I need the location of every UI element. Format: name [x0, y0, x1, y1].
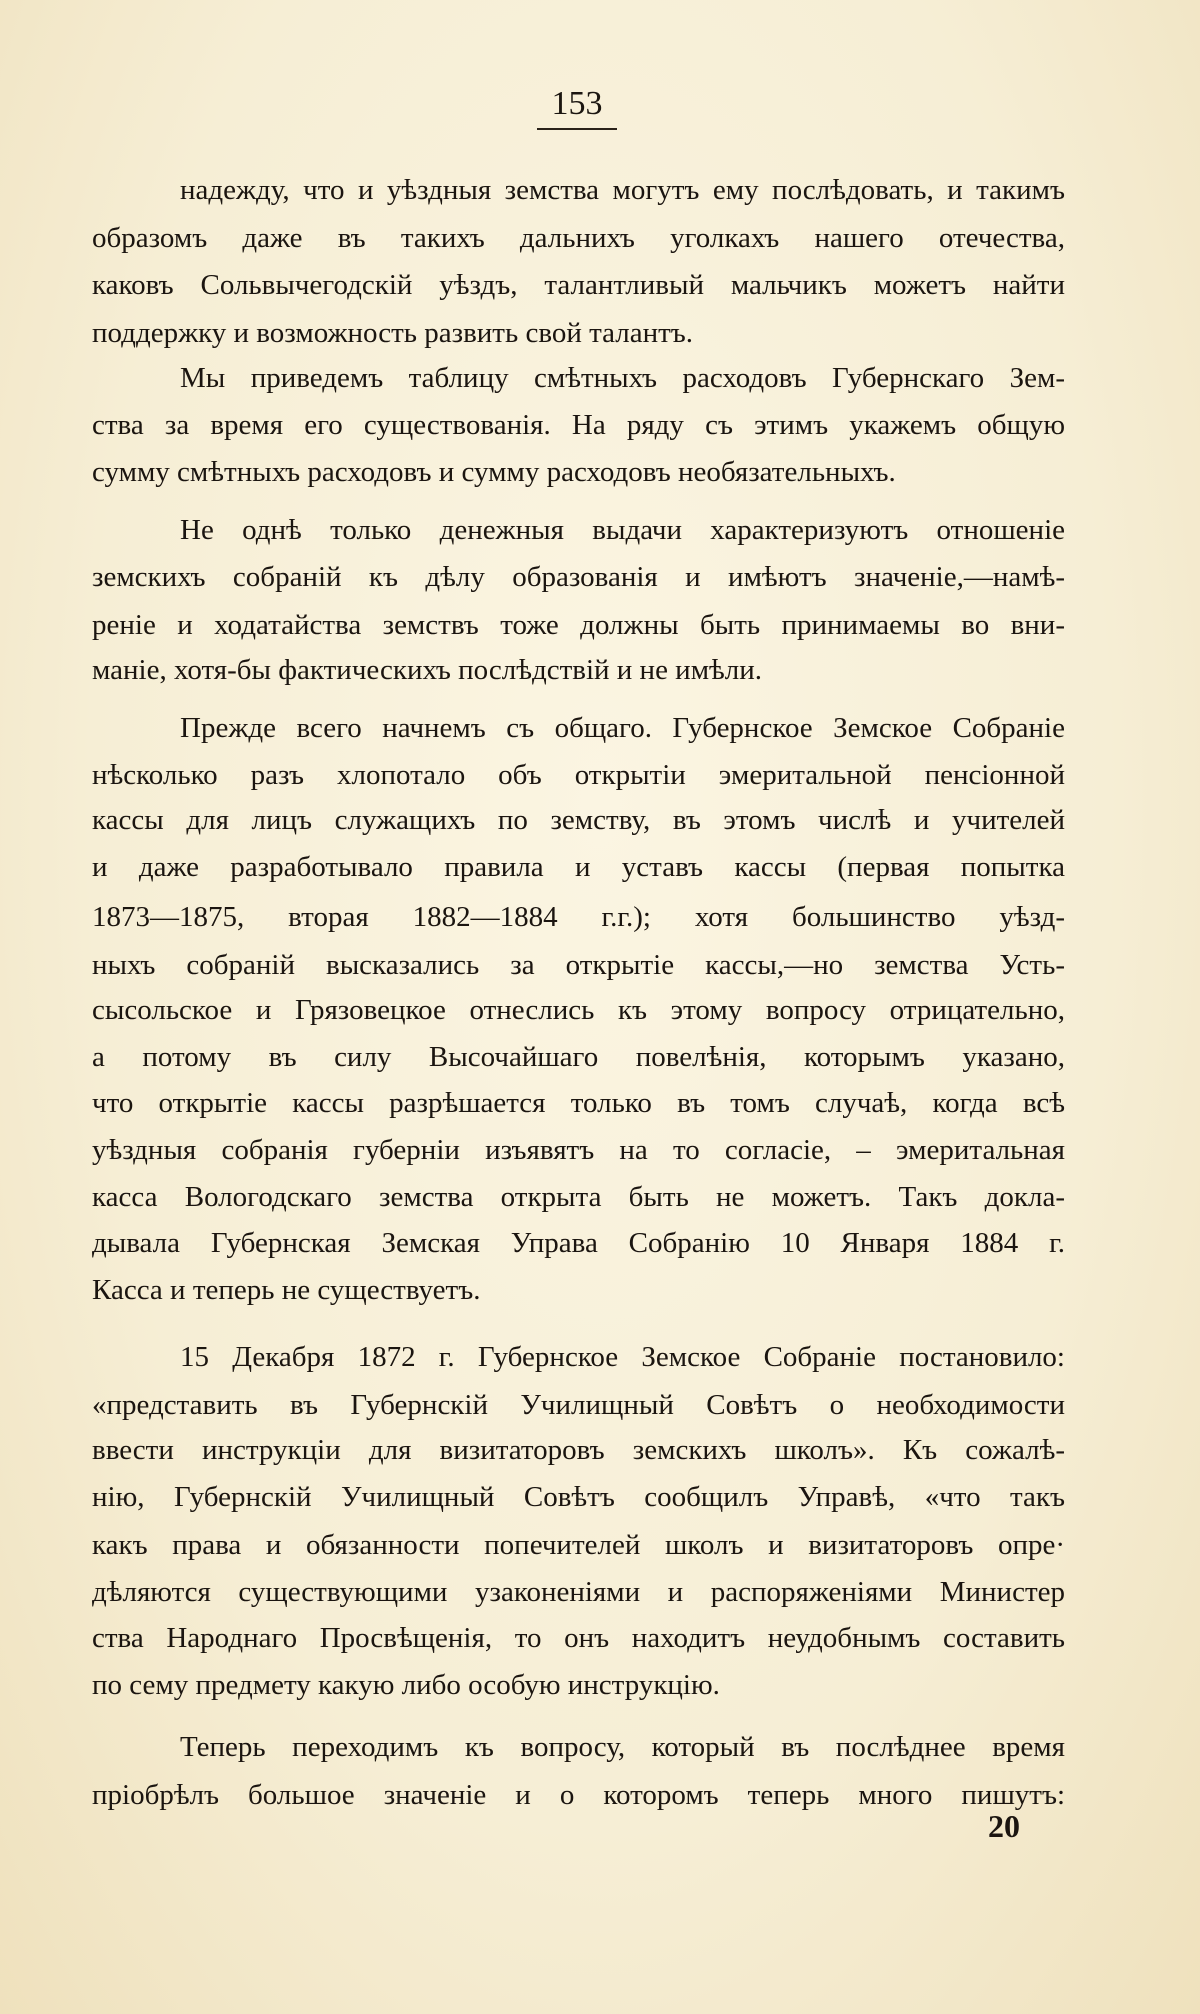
text-line: поддержку и возможность развить свой талантъ. — [92, 317, 694, 349]
text-line: ввести инструкціи для визитаторовъ земскихъ школъ». Къ сожалѣ- — [92, 1434, 1065, 1466]
text-line: кассы для лицъ служащихъ по земству, въ этомъ числѣ и учителей — [92, 804, 1065, 836]
text-line: маніе, хотя-бы фактическихъ послѣдствій и не имѣли. — [92, 654, 763, 686]
text-line: уѣздныя собранія губерніи изъявятъ на то согласіе, – эмеритальная — [92, 1134, 1065, 1166]
text-line: ства Народнаго Просвѣщенія, то онъ находитъ неудобнымъ составить — [92, 1622, 1065, 1654]
header-rule — [537, 128, 617, 130]
text-line: по сему предмету какую либо особую инструкцію. — [92, 1669, 720, 1701]
text-line: «представить въ Губернскій Училищный Совѣтъ о необходимости — [92, 1389, 1065, 1421]
text-line: сумму смѣтныхъ расходовъ и сумму расходовъ необязательныхъ. — [92, 456, 896, 488]
text-line: 15 Декабря 1872 г. Губернское Земское Собраніе постановило: — [180, 1341, 1065, 1373]
text-line: нѣсколько разъ хлопотало объ открытіи эмеритальной пенсіонной — [92, 759, 1065, 791]
text-line: образомъ даже въ такихъ дальнихъ уголкахъ нашего отечества, — [92, 222, 1065, 254]
text-line: а потому въ силу Высочайшаго повелѣнія, которымъ указано, — [92, 1041, 1065, 1073]
text-line: касса Вологодскаго земства открыта быть не можетъ. Такъ докла- — [92, 1181, 1065, 1213]
text-line: Теперь переходимъ къ вопросу, который въ послѣднее время — [180, 1731, 1065, 1763]
text-line: дѣляются существующими узаконеніями и распоряженіями Министер — [92, 1576, 1065, 1608]
text-line: каковъ Сольвычегодскій уѣздъ, талантливый мальчикъ можетъ найти — [92, 269, 1065, 301]
text-line: ныхъ собраній высказались за открытіе кассы,—но земства Усть- — [92, 949, 1065, 981]
text-line: и даже разработывало правила и уставъ кассы (первая попытка — [92, 851, 1065, 883]
text-line: нію, Губернскій Училищный Совѣтъ сообщилъ Управѣ, «что такъ — [92, 1481, 1065, 1513]
signature-mark: 20 — [988, 1808, 1020, 1844]
page-number: 153 — [551, 85, 603, 122]
text-line: ства за время его существованія. На ряду съ этимъ укажемъ общую — [92, 409, 1065, 441]
text-line: что открытіе кассы разрѣшается только въ томъ случаѣ, когда всѣ — [92, 1087, 1065, 1119]
text-line: Мы приведемъ таблицу смѣтныхъ расходовъ Губернскаго Зем- — [180, 362, 1065, 394]
text-line: какъ права и обязанности попечителей школъ и визитаторовъ опре· — [92, 1529, 1065, 1561]
text-line: реніе и ходатайства земствъ тоже должны быть принимаемы во вни- — [92, 609, 1065, 641]
text-line: земскихъ собраній къ дѣлу образованія и имѣютъ значеніе,—намѣ- — [92, 561, 1065, 593]
text-line: сысольское и Грязовецкое отнеслись къ этому вопросу отрицательно, — [92, 994, 1065, 1026]
text-line: пріобрѣлъ большое значеніе и о которомъ теперь много пишутъ: — [92, 1779, 1065, 1811]
text-line: Не однѣ только денежныя выдачи характеризуютъ отношеніе — [180, 514, 1065, 546]
text-line: 1873—1875, вторая 1882—1884 г.г.); хотя большинство уѣзд- — [92, 901, 1065, 933]
text-line: Прежде всего начнемъ съ общаго. Губернское Земское Собраніе — [180, 712, 1065, 744]
text-line: Касса и теперь не существуетъ. — [92, 1274, 481, 1306]
text-line: дывала Губернская Земская Управа Собранію 10 Января 1884 г. — [92, 1227, 1065, 1259]
text-line: надежду, что и уѣздныя земства могутъ ему послѣдовать, и такимъ — [180, 174, 1065, 206]
